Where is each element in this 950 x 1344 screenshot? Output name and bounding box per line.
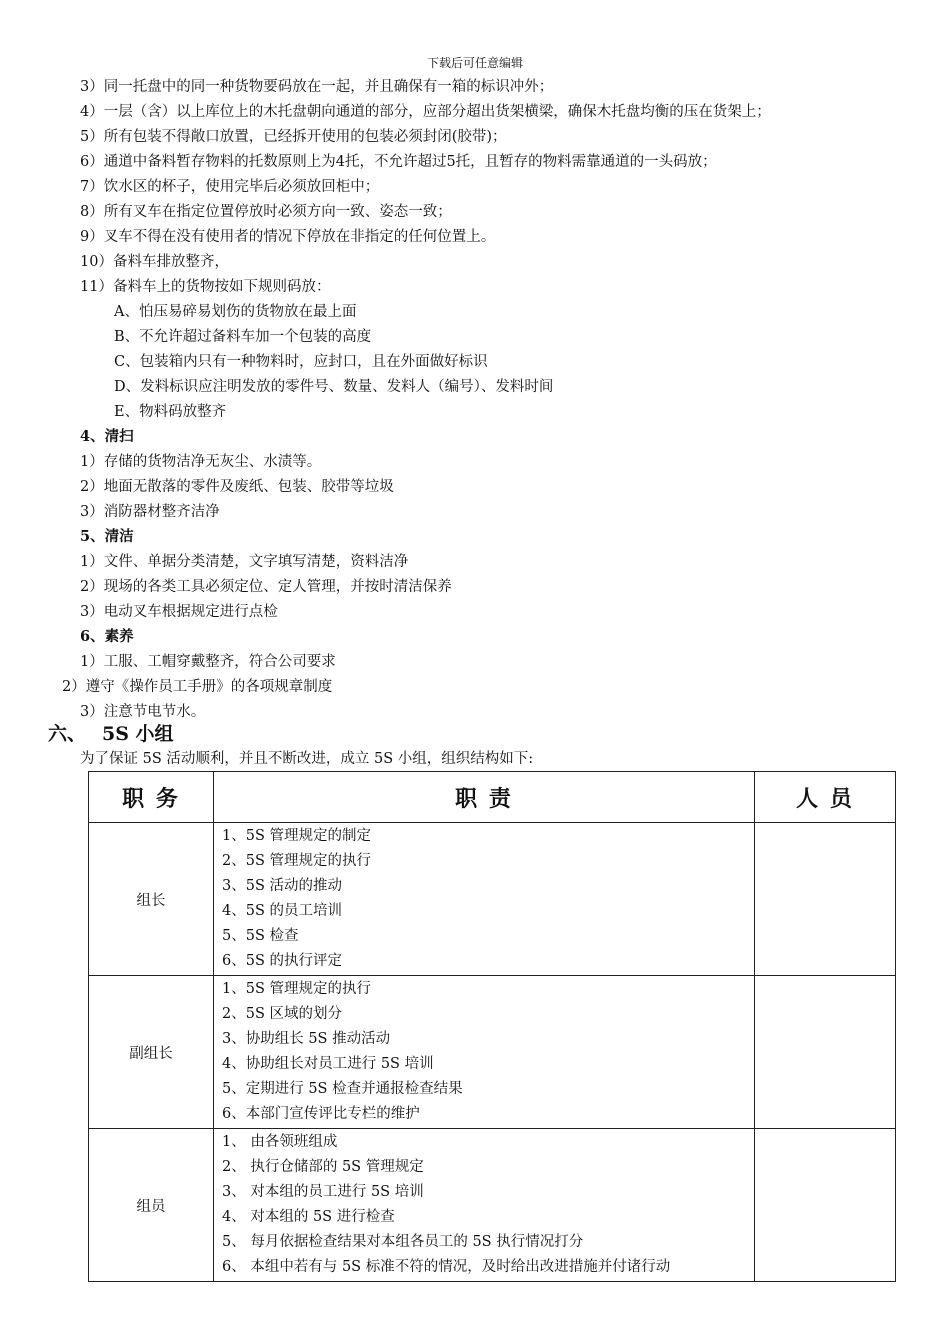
table-row [89,976,896,1129]
text-line: 8）所有叉车在指定位置停放时必须方向一致、姿态一致； [80,204,452,220]
sub-item-line: E、物料码放整齐 [114,404,227,420]
text-line: 3）电动叉车根据规定进行点检 [80,604,278,620]
duties-cell [214,976,755,1129]
text-line: 2）地面无散落的零件及废纸、包装、胶带等垃圾 [80,479,394,495]
position-cell: 组长 [89,823,214,976]
duty-item: 3、5S 活动的推动 [222,878,342,894]
position-cell: 副组长 [89,976,214,1129]
sub-item-line: B、不允许超过备料车加一个包装的高度 [114,329,372,345]
duty-item: 3、协助组长 5S 推动活动 [222,1031,391,1047]
duty-item: 6、5S 的执行评定 [222,953,342,969]
personnel-cell [755,823,896,976]
text-line: 1）存储的货物洁净无灰尘、水渍等。 [80,454,322,470]
section-number: 六、 [48,723,87,745]
header-note: 下载后可任意编辑 [426,56,523,70]
duty-item: 1、5S 管理规定的执行 [222,981,371,997]
personnel-cell [755,976,896,1129]
duties-cell [214,1129,755,1282]
org-structure-table [88,771,896,1282]
text-line: 10）备料车排放整齐， [80,254,229,270]
sub-item-line: C、包装箱内只有一种物料时，应封口，且在外面做好标识 [114,354,488,370]
duty-item: 1、 由各领班组成 [222,1134,338,1150]
text-line: 5）所有包装不得敞口放置，已经拆开使用的包装必须封闭(胶带)； [80,129,507,145]
table-row [89,1129,896,1282]
duty-item: 2、 执行仓储部的 5S 管理规定 [222,1159,424,1175]
text-line: 3）消防器材整齐洁净 [80,504,220,520]
sub-item-line: D、发料标识应注明发放的零件号、数量、发料人（编号）、发料时间 [114,379,554,395]
text-line: 9）叉车不得在没有使用者的情况下停放在非指定的任何位置上。 [80,229,496,245]
text-line: 6）通道中备料暂存物料的托数原则上为4托，不允许超过5托，且暂存的物料需靠通道的一头码放； [80,154,717,170]
text-line: 1）工服、工帽穿戴整齐，符合公司要求 [80,654,336,670]
text-line: 7）饮水区的杯子，使用完毕后必须放回柜中； [80,179,380,195]
header-position: 职 务 [89,772,214,823]
header-duties: 职 责 [214,772,755,823]
section-heading [48,722,174,746]
text-line: 1）文件、单据分类清楚，文字填写清楚，资料洁净 [80,554,409,570]
text-line: 2）现场的各类工具必须定位、定人管理，并按时清洁保养 [80,579,452,595]
text-line: 11）备料车上的货物按如下规则码放： [80,279,331,295]
duty-item: 1、5S 管理规定的制定 [222,828,371,844]
text-line: 2）遵守《操作员工手册》的各项规章制度 [62,679,333,695]
duty-item: 6、 本组中若有与 5S 标准不符的情况，及时给出改进措施并付诸行动 [222,1259,671,1275]
duties-cell [214,823,755,976]
duty-item: 2、5S 管理规定的执行 [222,853,371,869]
duty-item: 2、5S 区域的划分 [222,1006,342,1022]
duty-item: 4、5S 的员工培训 [222,903,342,919]
text-line: 3）同一托盘中的同一种货物要码放在一起，并且确保有一箱的标识冲外； [80,79,554,95]
duty-item: 5、定期进行 5S 检查并通报检查结果 [222,1081,463,1097]
subsection-heading: 4、清扫 [80,428,134,445]
subsection-heading: 6、素养 [80,628,134,645]
text-line: 3）注意节电节水。 [80,704,206,720]
section-intro: 为了保证 5S 活动顺利，并且不断改进，成立 5S 小组，组织结构如下: [80,751,534,767]
position-cell: 组员 [89,1129,214,1282]
subsection-heading: 5、清洁 [80,528,134,545]
duty-item: 4、 对本组的 5S 进行检查 [222,1209,395,1225]
text-line: 4）一层（含）以上库位上的木托盘朝向通道的部分，应部分超出货架横梁，确保木托盘均衡的压在货架上； [80,104,771,120]
personnel-cell [755,1129,896,1282]
header-personnel: 人 员 [755,772,896,823]
duty-item: 3、 对本组的员工进行 5S 培训 [222,1184,424,1200]
table-row [89,823,896,976]
section-title: 5S 小组 [102,723,174,745]
table-header-row [89,772,896,823]
sub-item-line: A、怕压易碎易划伤的货物放在最上面 [114,304,357,320]
duty-item: 6、本部门宣传评比专栏的维护 [222,1106,420,1122]
duty-item: 4、协助组长对员工进行 5S 培训 [222,1056,434,1072]
duty-item: 5、5S 检查 [222,928,299,944]
duty-item: 5、 每月依据检查结果对本组各员工的 5S 执行情况打分 [222,1234,584,1250]
